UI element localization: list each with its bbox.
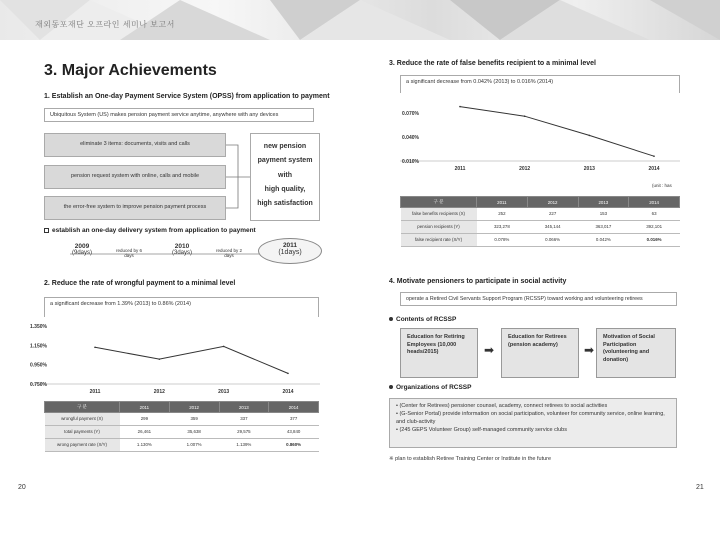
x-tick-label: 2011 <box>89 389 101 395</box>
outcome-line-5: high satisfaction <box>257 200 313 208</box>
outcome-box <box>250 133 320 221</box>
table-cell: 1.130% <box>120 439 170 452</box>
right-page <box>360 40 720 540</box>
table-cell: 26,461 <box>120 426 170 439</box>
false-recipient-chart <box>366 95 686 177</box>
table-cell: 299 <box>120 413 170 426</box>
days-2010: (3days) <box>171 250 192 256</box>
y-tick-label: 0.010% <box>402 159 419 165</box>
checkbox-square-icon <box>44 228 49 233</box>
table-cell: 43,840 <box>269 426 319 439</box>
organizations-heading <box>389 384 471 391</box>
data-point <box>459 106 461 108</box>
table-header: 2013 <box>219 402 269 413</box>
table-cell: 392,101 <box>629 221 680 234</box>
gray-box-1: eliminate 3 items: documents, visits and calls <box>44 133 226 157</box>
data-point <box>589 135 591 137</box>
page-number-left: 20 <box>18 484 26 491</box>
left-page <box>0 40 360 540</box>
flow-box-3: Motivation of Social Participation (volunteering and donation) <box>596 328 676 378</box>
table-cell: 0.860% <box>269 439 319 452</box>
reduced-label-1: reduced by 6 days <box>115 248 143 258</box>
wrong-payment-chart <box>30 320 325 395</box>
data-point <box>653 155 655 157</box>
table-row <box>45 426 319 439</box>
section-3-box: a significant decrease from 0.042% (2013) to 0.016% (2014) <box>400 75 680 93</box>
table-cell: wrong payment rate (X/Y) <box>45 439 120 452</box>
outcome-line-1: new pension <box>263 143 307 150</box>
days-2009: (9days) <box>71 250 92 256</box>
table-row <box>45 439 319 452</box>
table-header: 2011 <box>120 402 170 413</box>
timeline-2011 <box>262 242 318 256</box>
year-2009: 2009 <box>74 243 90 250</box>
bracket-connector <box>226 133 250 223</box>
section-3-title: 3. Reduce the rate of false benefits recipient to a minimal level <box>389 60 596 67</box>
x-tick-label: 2014 <box>282 389 294 395</box>
y-tick-label: 0.040% <box>402 135 419 141</box>
flow-box-1: Education for Retiring Employees (10,000 heads/2015) <box>400 328 478 378</box>
series-line <box>460 107 654 157</box>
y-tick-label: 0.070% <box>402 111 419 117</box>
x-tick-label: 2012 <box>153 389 165 395</box>
data-point <box>223 346 225 348</box>
table-cell: wrongful payment (X) <box>45 413 120 426</box>
table-cell: 323,278 <box>477 221 528 234</box>
table-cell: 337 <box>219 413 269 426</box>
table-cell: false benefits recipients (X) <box>401 208 477 221</box>
data-point <box>94 346 96 348</box>
establish-text: establish an one-day delivery system from application to payment <box>52 227 256 234</box>
table-cell: 0.042% <box>578 234 629 247</box>
table-row <box>45 413 319 426</box>
org-item: • (245 GEPS Volunteer Group) self-managed community service clubs <box>396 426 567 433</box>
gray-box-2: pension request system with online, calls and mobile <box>44 165 226 189</box>
series-line <box>95 346 288 373</box>
x-tick-label: 2013 <box>218 389 230 395</box>
bullet-icon <box>389 385 393 389</box>
section-4-box: operate a Retired Civil Servants Support Program (RCSSP) toward working and volunteering retirees <box>400 292 677 306</box>
section-4-title: 4. Motivate pensioners to participate in social activity <box>389 278 567 285</box>
table-cell: 345,144 <box>527 221 578 234</box>
wrong-payment-table <box>44 401 319 452</box>
table-header: 구 분 <box>401 197 477 208</box>
page-heading: 3. Major Achievements <box>44 62 217 79</box>
x-tick-label: 2014 <box>648 166 660 172</box>
table-cell: 0.078% <box>477 234 528 247</box>
report-title: 재외동포재단 오프라인 세미나 보고서 <box>35 20 175 29</box>
gray-box-3: the error-free system to improve pension payment process <box>44 196 226 220</box>
days-2011: (1days) <box>278 249 302 256</box>
org-item: • (G-Senior Portal) provide information on social participation, volunteer for community service, online learning, and club-activity <box>396 410 665 425</box>
bullet-icon <box>389 317 393 321</box>
organizations-heading-text: Organizations of RCSSP <box>396 384 472 391</box>
y-tick-label: 0.950% <box>30 362 47 369</box>
flow-box-2: Education for Retirees (pension academy) <box>501 328 579 378</box>
table-header: 2014 <box>629 197 680 208</box>
table-header: 2014 <box>269 402 319 413</box>
year-2010: 2010 <box>174 243 190 250</box>
false-recipient-table <box>400 196 680 247</box>
y-tick-label: 0.750% <box>30 382 47 388</box>
x-tick-label: 2013 <box>583 166 595 172</box>
unit-label: (unit : has <box>652 183 672 188</box>
x-tick-label: 2011 <box>454 166 466 172</box>
table-cell: 1.007% <box>169 439 219 452</box>
arrow-right-icon: ➡ <box>484 343 495 357</box>
timeline-2010 <box>162 243 202 256</box>
table-header: 2013 <box>578 197 629 208</box>
section-1-title: 1. Establish an One-day Payment Service System (OPSS) from application to payment <box>44 93 330 100</box>
org-item: • (Center for Retirees) pensioner counsel, academy, connect retirees to social activities <box>396 403 608 409</box>
table-row <box>401 208 680 221</box>
data-point <box>287 373 289 375</box>
table-row <box>401 234 680 247</box>
section-1-box: Ubiquitous System (US) makes pension payment service anytime, anywhere with any devices <box>44 108 314 122</box>
table-cell: 0.016% <box>629 234 680 247</box>
header-banner <box>0 0 720 40</box>
table-header: 2012 <box>527 197 578 208</box>
table-cell: 0.066% <box>527 234 578 247</box>
table-cell: 252 <box>477 208 528 221</box>
table-cell: 377 <box>269 413 319 426</box>
organizations-box <box>389 398 677 448</box>
page-number-right: 21 <box>696 484 704 491</box>
table-cell: 227 <box>527 208 578 221</box>
outcome-line-3: with <box>278 171 292 179</box>
outcome-line-4: high quality, <box>264 186 306 194</box>
data-point <box>159 358 161 360</box>
timeline-2009 <box>62 243 102 256</box>
table-cell: 63 <box>629 208 680 221</box>
outcome-line-2: payment system <box>257 157 313 165</box>
table-cell: false recipient rate (X/Y) <box>401 234 477 247</box>
table-cell: 363,017 <box>578 221 629 234</box>
table-cell: 153 <box>578 208 629 221</box>
table-cell: 359 <box>169 413 219 426</box>
table-header: 2011 <box>477 197 528 208</box>
table-cell: 35,638 <box>169 426 219 439</box>
contents-heading <box>389 316 456 323</box>
establish-line <box>44 227 256 234</box>
section-2-box: a significant decrease from 1.39% (2013) to 0.86% (2014) <box>44 297 319 317</box>
arrow-right-icon: ➡ <box>584 343 595 357</box>
table-cell: 29,575 <box>219 426 269 439</box>
x-tick-label: 2012 <box>519 166 531 172</box>
table-cell: 1.139% <box>219 439 269 452</box>
data-point <box>524 115 526 117</box>
footnote: ※ plan to establish Retiree Training Center or Institute in the future <box>389 456 552 462</box>
y-tick-label: 1.350% <box>30 324 47 330</box>
reduced-label-2: reduced by 2 days <box>215 248 243 258</box>
section-2-title: 2. Reduce the rate of wrongful payment to a minimal level <box>44 280 236 287</box>
table-cell: pension recipients (Y) <box>401 221 477 234</box>
table-header: 구 분 <box>45 402 120 413</box>
table-cell: total payments (Y) <box>45 426 120 439</box>
contents-heading-text: Contents of RCSSP <box>396 316 457 323</box>
year-2011: 2011 <box>282 242 298 249</box>
table-row <box>401 221 680 234</box>
y-tick-label: 1.150% <box>30 343 47 350</box>
table-header: 2012 <box>169 402 219 413</box>
